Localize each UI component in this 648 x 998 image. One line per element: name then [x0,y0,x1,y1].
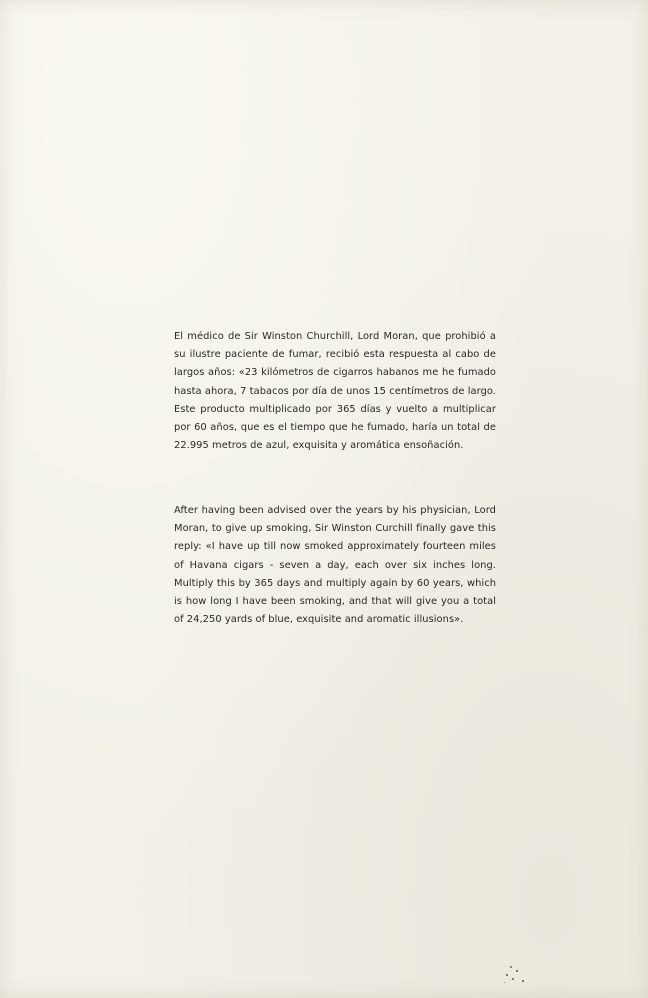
paper-specks [500,960,540,990]
english-paragraph: After having been advised over the years by his physician, Lord Moran, to give up smoking, Sir Winston Curchill finally gave this reply: «I have up till now smoked approximately fourteen miles of Havana cigars - seven a day, each over six inches long. Multiply this by 365 days and multiply again by 60 years, which is how long I have been smoking, and that will give you a total of 24,250 yards of blue, exquisite and aromatic illusions». [174,505,496,626]
spanish-paragraph: El médico de Sir Winston Churchill, Lord Moran, que prohibió a su ilustre paciente de fumar, recibió esta respuesta al cabo de largos años: «23 kilómetros de cigarros habanos me he fumado hasta ahora, 7 tabacos por día de unos 15 centímetros de largo. Este producto multiplicado por 365 días y vuelto a multiplicar por 60 años, que es el tiempo que he fumado, haría un total de 22.995 metros de azul, exquisita y aromática ensoñación. [174,331,496,452]
